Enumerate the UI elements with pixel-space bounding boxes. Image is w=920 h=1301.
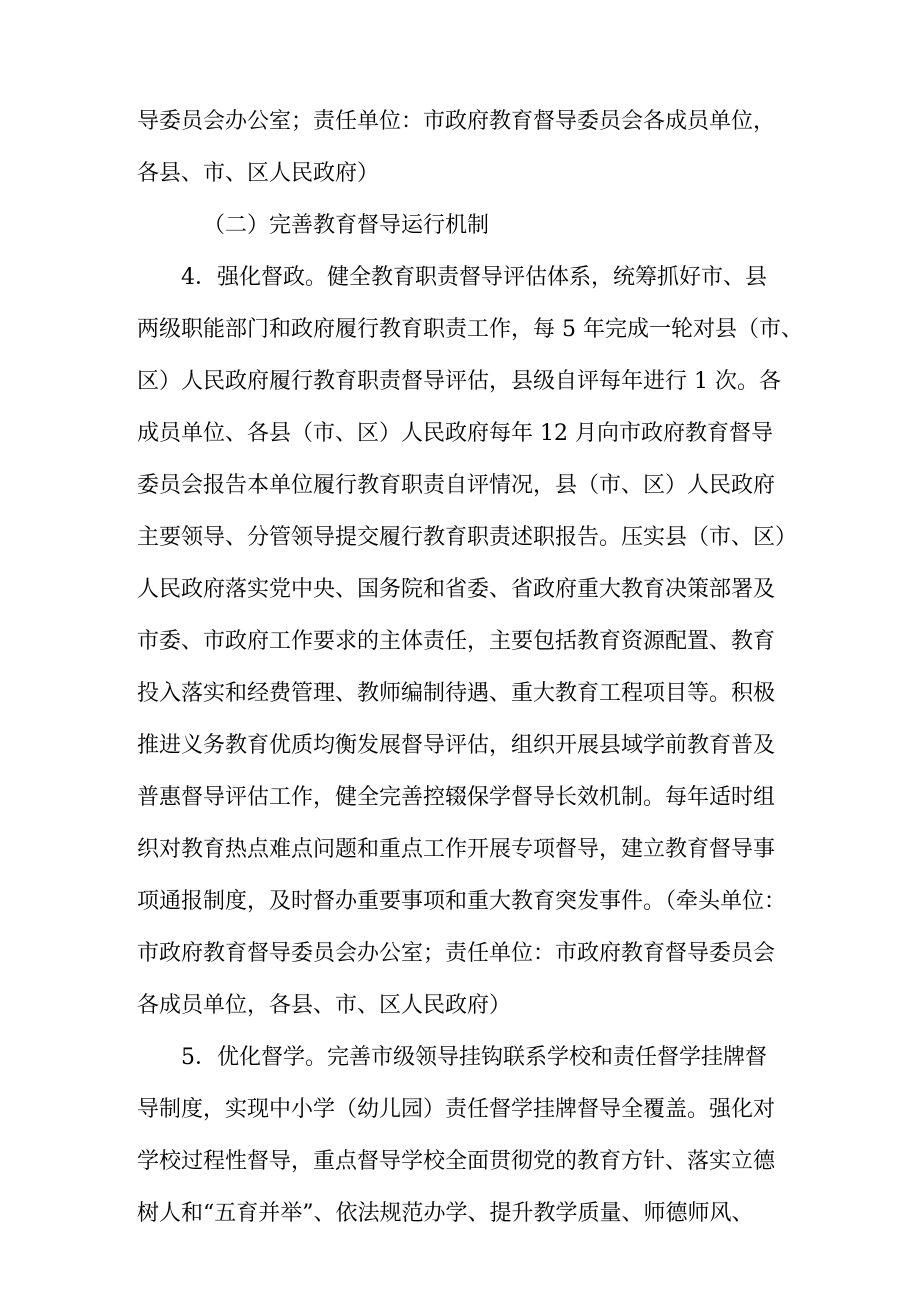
paragraph-4-first-line: 4．强化督政。健全教育职责督导评估体系，统筹抓好市、县 [181, 265, 767, 290]
text-line: 推进义务教育优质均衡发展督导评估，组织开展县域学前教育普及 [137, 733, 776, 758]
text-line: 市委、市政府工作要求的主体责任，主要包括教育资源配置、教育 [137, 629, 776, 654]
text-line: 市政府教育督导委员会办公室；责任单位：市政府教育督导委员会 [137, 941, 776, 966]
paragraph-5-first-line: 5．优化督学。完善市级领导挂钩联系学校和责任督学挂牌督 [181, 1045, 767, 1070]
text-line: 委员会报告本单位履行教育职责自评情况，县（市、区）人民政府 [137, 473, 776, 498]
text-line: 普惠督导评估工作，健全完善控辍保学督导长效机制。每年适时组 [137, 785, 776, 810]
text-line: 主要领导、分管领导提交履行教育职责述职报告。压实县（市、区） [137, 525, 798, 550]
text-line: 投入落实和经费管理、教师编制待遇、重大教育工程项目等。积极 [137, 681, 776, 706]
text-line: 织对教育热点难点问题和重点工作开展专项督导，建立教育督导事 [137, 837, 776, 862]
text-line: 区）人民政府履行教育职责督导评估，县级自评每年进行 1 次。各 [137, 369, 781, 394]
text-line: 项通报制度，及时督办重要事项和重大教育突发事件。（牵头单位： [137, 889, 787, 914]
text-line: 导委员会办公室；责任单位：市政府教育督导委员会各成员单位， [137, 109, 776, 134]
text-line: 成员单位、各县（市、区）人民政府每年 12 月向市政府教育督导 [137, 421, 773, 446]
text-line: 各成员单位，各县、市、区人民政府） [137, 993, 512, 1018]
text-line: 导制度，实现中小学（幼儿园）责任督学挂牌督导全覆盖。强化对 [137, 1097, 776, 1122]
text-line: 各县、市、区人民政府） [137, 161, 380, 186]
document-body [137, 96, 809, 1240]
section-heading: （二）完善教育督导运行机制 [203, 213, 490, 238]
text-line: 两级职能部门和政府履行教育职责工作，每 5 年完成一轮对县（市、 [137, 317, 803, 342]
text-line: 学校过程性督导，重点督导学校全面贯彻党的教育方针、落实立德 [137, 1149, 776, 1174]
text-line: 人民政府落实党中央、国务院和省委、省政府重大教育决策部署及 [137, 577, 776, 602]
text-line: 树人和“五育并举”、依法规范办学、提升教学质量、师德师风、 [137, 1201, 754, 1226]
